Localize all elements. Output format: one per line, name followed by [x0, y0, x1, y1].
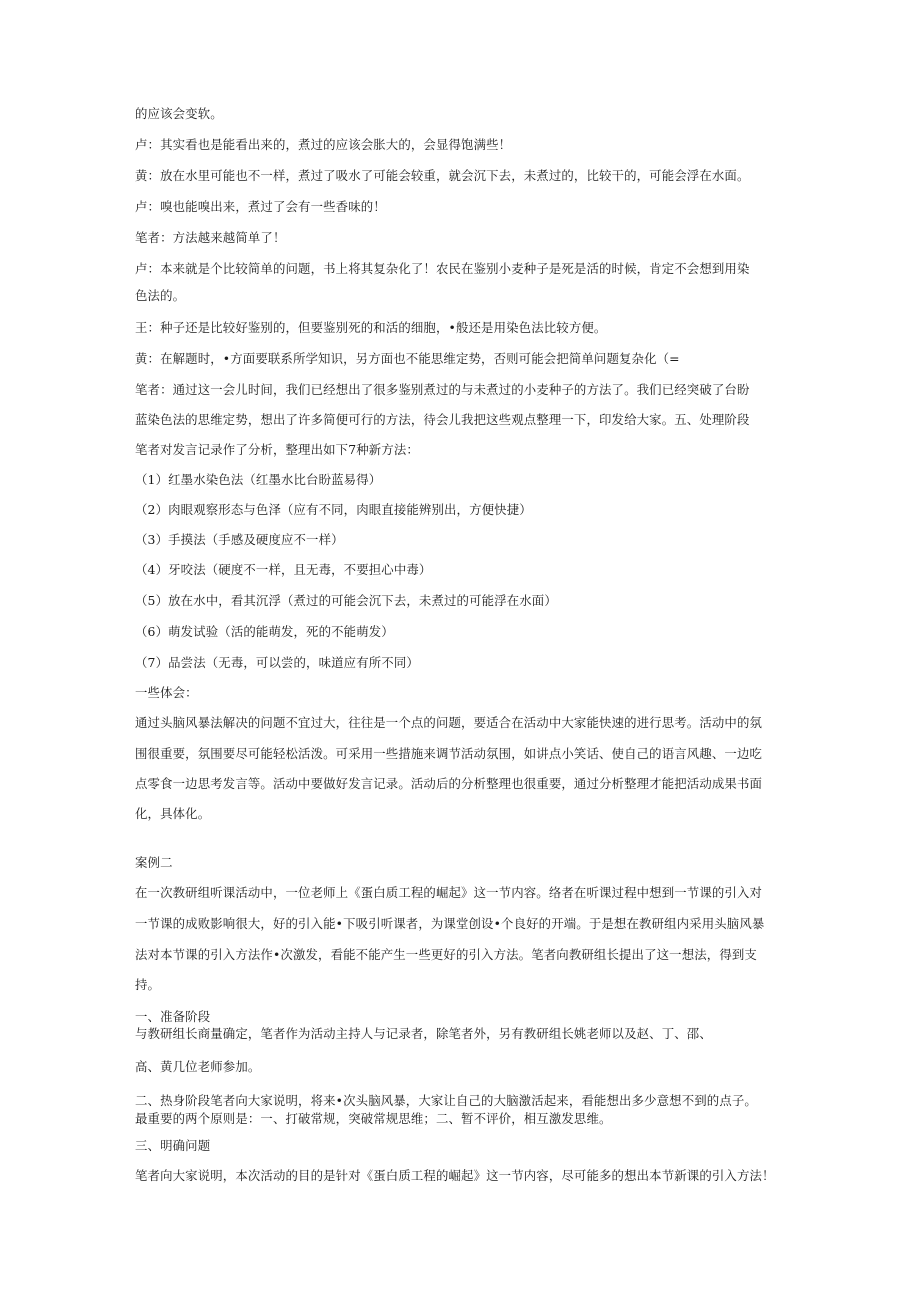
case-intro-line: 在一次教研组听课活动中，一位老师上《蛋白质工程的崛起》这一节内容。络者在听课过程中想到一节课的引入对 [135, 885, 763, 900]
method-item: （3）手摸法（手感及硬度应不一样） [135, 532, 344, 547]
reflection-line: 围很重要，氛围要尽可能轻松活泼。可采用一些措施来调节活动氛围，如讲点小笑话、使自己的语言风趣、一边吃 [135, 746, 763, 761]
method-item: （1）红墨水染色法（红墨水比台盼蓝易得） [135, 472, 382, 487]
paragraph-line: 黄：放在水里可能也不一样，煮过了吸水了可能会较重，就会沉下去，未煮过的，比较干的，可能会浮在水面。 [135, 168, 750, 183]
stage-heading: 三、明确问题 [135, 1138, 211, 1153]
stage-text: 高、黄几位老师参加。 [135, 1059, 261, 1074]
method-item: （5）放在水中，看其沉浮（煮过的可能会沉下去，未煮过的可能浮在水面） [135, 593, 557, 608]
paragraph-line: 笔者：通过这一会儿时间，我们已经想出了很多鉴别煮过的与未煮过的小麦种子的方法了。我们已经突破了台盼 [135, 382, 750, 397]
paragraph-line: 色法的。 [135, 288, 186, 303]
paragraph-line: 的应该会变软。 [135, 106, 223, 121]
reflection-line: 通过头脑风暴法解决的问题不宜过大，往往是一个点的问题，要适合在活动中大家能快速的进行思考。活动中的氛 [135, 715, 763, 730]
case-intro-line: 法对本节课的引入方法作•次激发，看能不能产生一些更好的引入方法。笔者向教研组长提出了这一想法，得到支 [135, 947, 757, 962]
reflection-line: 化，具体化。 [135, 806, 211, 821]
paragraph-line: 蓝染色法的思维定势，想出了许多简便可行的方法，待会儿我把这些观点整理一下，印发给大家。五、处理阶段 [135, 412, 750, 427]
paragraph-line: 卢：本来就是个比较简单的问题，书上将其复杂化了！农民在鉴别小麦种子是死是活的时候，肯定不会想到用染 [135, 261, 750, 276]
method-item: （4）牙咬法（硬度不一样，且无毒，不要担心中毒） [135, 562, 432, 577]
paragraph-line: 卢：其实看也是能看出来的，煮过的应该会胀大的，会显得饱满些！ [135, 137, 512, 152]
reflection-line: 点零食一边思考发言等。活动中要做好发言记录。活动后的分析整理也很重要，通过分析整理才能把活动成果书面 [135, 776, 763, 791]
paragraph-line: 笔者：方法越来越简单了！ [135, 230, 286, 245]
method-item: （2）肉眼观察形态与色泽（应有不同，肉眼直接能辨别出，方便快捷） [135, 502, 532, 517]
stage-heading: 一、准备阶段 [135, 1009, 211, 1024]
stage-text: 最重要的两个原则是：一、打破常规，突破常规思维；二、暂不评价，相互激发思维。 [135, 1111, 612, 1126]
case-intro-line: 一节课的成败影响很大，好的引入能•下吸引听课者，为课堂创设•个良好的开端。于是想在教研组内采用头脑风暴 [135, 916, 765, 931]
stage-text: 二、热身阶段笔者向大家说明，将来•次头脑风暴，大家让自己的大脑激活起来，看能想出多少意想不到的点子。 [135, 1093, 757, 1108]
case-intro-line: 持。 [135, 977, 161, 992]
reflection-heading: 一些体会： [135, 685, 198, 700]
paragraph-line: 黄：在解题时，•方面要联系所学知识，另方面也不能思维定势，否则可能会把简单问题复杂化（= [135, 351, 680, 366]
method-item: （7）品尝法（无毒，可以尝的，味道应有所不同） [135, 655, 419, 670]
stage-text: 笔者向大家说明，本次活动的目的是针对《蛋白质工程的崛起》这一节内容，尽可能多的想出本节新课的引入方法！ [135, 1168, 775, 1183]
method-item: （6）萌发试验（活的能萌发，死的不能萌发） [135, 624, 394, 639]
paragraph-line: 卢：嗅也能嗅出来，煮过了会有一些香味的！ [135, 199, 386, 214]
paragraph-line: 笔者对发言记录作了分析，整理出如下7种新方法： [135, 442, 419, 457]
case-title: 案例二 [135, 855, 173, 870]
stage-text: 与教研组长商量确定，笔者作为活动主持人与记录者，除笔者外，另有教研组长姚老师以及赵、丁、邵、 [135, 1026, 712, 1041]
paragraph-line: 王：种子还是比较好鉴别的，但要鉴别死的和活的细胞，•般还是用染色法比较方便。 [135, 320, 607, 335]
